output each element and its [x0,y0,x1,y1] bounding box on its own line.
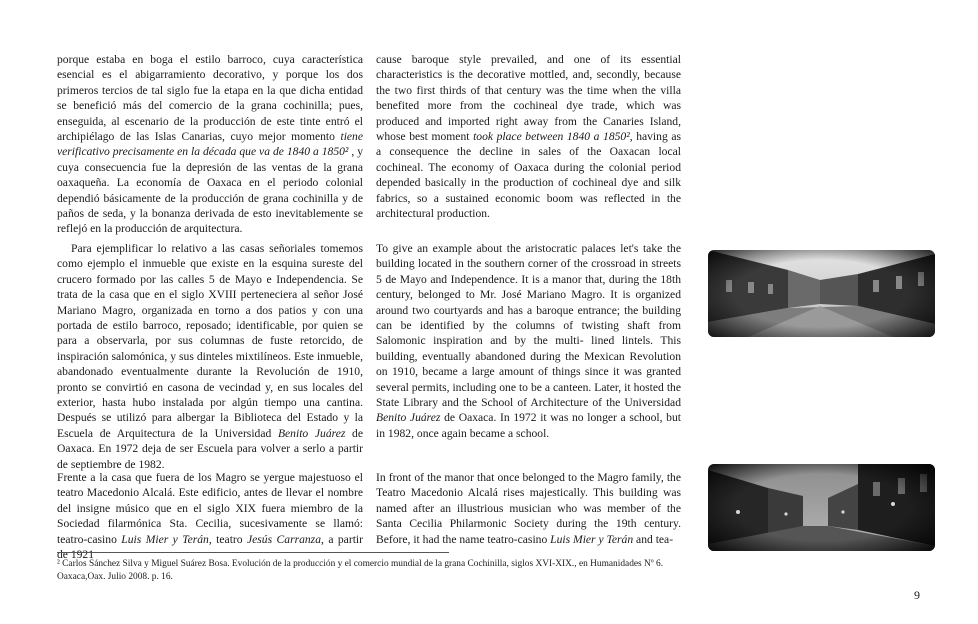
english-paragraph-1 [376,52,681,221]
text-run: Para ejemplificar lo relativo a las casas señoriales tomemos como ejemplo el inmueble que existe en la esquina sureste del crucero formado por las calles 5 de Mayo e Independencia. Se trata de la casa que en el siglo XVIII perteneciera al señor José Mariano Magro, organizada en torno a dos patios y con una portada de estilo barroco, reposado; identificable, por quien se para a observarla, por sus columnas de fuste retorcido, de inspiración salomónica, y sus dinteles mixtilíneos. Este inmueble, abandonado eventualmente durante la Revolución de 1910, pronto se convirtió en casona de vecindad y, en sus locales del exterior, hasta hubo instalada por algún tiempo una cantina. Después se utilizó para albergar la Biblioteca del Estado y la Escuela de Arquitectura de la Universidad [57,242,363,440]
italic-run: Luis Mier y Terán [550,532,634,546]
text-run: teatro [211,532,247,546]
text-run: de Oaxaca. In 1972 it was no longer a school, but in 1982, once again became a school. [376,411,681,440]
text-run: , having as a consequence the decline in sales of the Oaxacan local cochineal. The economy of Oaxaca during the colonial period depended basically in the production of cochineal dye and silk fabrics, so a sustained economic boom was reflected in the architectural production. [376,130,681,221]
spanish-paragraph-3 [57,470,363,562]
text-run: and tea- [633,532,674,546]
street-corner-photo [708,250,935,337]
italic-run: Jesús Carranza [247,532,321,546]
text-run: , a partir de 1921 [57,532,363,562]
text-run: porque estaba en boga el estilo barroco, cuya característica esencial es el abigarramiento decorativo, y porque los dos primeros tercios de tal siglo fue la etapa en la que dicha entidad se benefició más del comercio de la grana cochinilla; pues, enseguida, al escenario de la producción de este tinte entró el archipiélago de las Islas Canarias, cuyo mejor momento [57,53,363,144]
italic-run: Benito Juárez [277,426,346,440]
english-paragraph-3 [376,470,681,547]
text-run: To give an example about the aristocratic palaces let's take the building located in the southern corner of the crossroad in streets 5 de Mayo and Independence. It is a manor that, during the 18th century, belonged to Mr. José Mariano Magro. It is organized around two courtyards and has a baroque entrance; the building can be identified by the columns of twisting shaft from Salomonic inspiration and by the multi- lined lintels. This building, eventually abandoned during the Mexican Revolution on 1910, became a large amount of things since it was granted several permits, including one to be a canteen. Later, it hosted the State Library and the School of Architecture of the Universidad [376,242,681,410]
text-run: cause baroque style prevailed, and one of its essential characteristics is the decorative mottled, and, secondly, because the two first thirds of that century was the time when the villa benefited more from the cochineal dye trade, which was produced and imported right away from the Canaries Island, whose best moment [376,53,681,144]
footnote-rule [57,552,449,553]
theater-street-photo [708,464,935,551]
spanish-paragraph-1 [57,52,363,237]
text-run: Frente a la casa que fuera de los Magro se yergue majestuoso el teatro Macedonio Alcalá. Este edificio, antes de llevar el nombre del insigne músico que en el siglo XIX fuera miembro de la Sociedad filarmónica Sta. Cecilia, sucesivamente se llamó: teatro-casino [57,471,363,546]
italic-run: tiene verificativo precisamente en la década que va de 1840 a 1850² [57,130,363,159]
italic-run: Benito Juárez [376,411,441,425]
page-number: 9 [914,588,920,602]
footnote: ² Carlos Sánchez Silva y Miguel Suárez Bosa. Evolución de la producción y el comercio mundial de la grana Cochinilla, siglos XVI-XIX., en Humanidades Nº 6. Oaxaca,Oax. Julio 2008. p. 16. [57,559,664,582]
spanish-paragraph-2 [57,241,363,472]
text-run: In front of the manor that once belonged to the Magro family, the Teatro Macedonio Alcalá rises majestically. This building was named after an illustrious musician who was member of the Santa Cecilia Philarmonic Society during the 19th century. Before, it had the name teatro-casino [376,471,681,546]
text-run: de Oaxaca. En 1972 deja de ser Escuela para volver a serlo a partir de septiembre de 1982. [57,426,363,471]
english-paragraph-2 [376,241,681,441]
text-run: , y cuya consecuencia fue la depresión de las ventas de la grana oaxaqueña. La economía de Oaxaca en el periodo colonial dependió básicamente de la producción de grana cochinilla y de paños de seda, y la bonanza derivada de esto inevitablemente se reflejó en la producción de arquitectura. [57,145,364,236]
italic-run: Luis Mier y Terán, [121,532,212,546]
italic-run: took place between 1840 a 1850² [473,130,630,144]
